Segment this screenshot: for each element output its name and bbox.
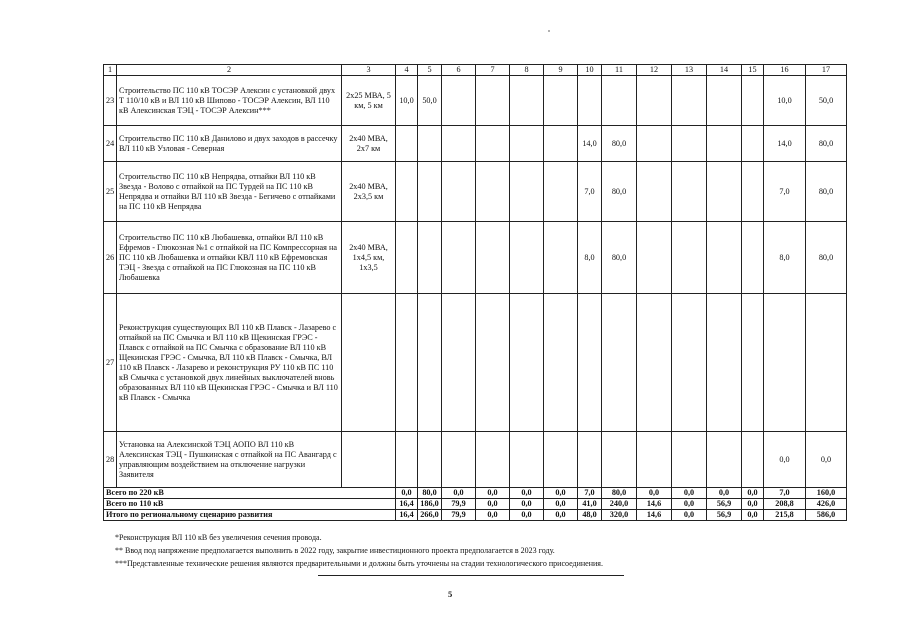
total-value: 240,0 [602,499,637,510]
technical-parameters: 2х40 МВА, 1х4,5 км, 1х3,5 [342,222,396,294]
table-header [104,65,847,76]
value-cell [476,126,510,162]
value-cell [637,294,672,432]
page-number: 5 [448,589,453,599]
total-value: 160,0 [806,488,847,499]
value-cell [544,432,578,488]
value-cell: 14,0 [578,126,602,162]
total-row [104,510,847,521]
total-value: 426,0 [806,499,847,510]
footnote-rule [318,575,624,576]
value-cell [578,432,602,488]
row-number: 23 [104,76,117,126]
value-cell [544,222,578,294]
value-cell [510,126,544,162]
scan-speck [548,30,550,32]
total-label: Всего по 110 кВ [104,499,396,510]
value-cell: 10,0 [764,76,806,126]
value-cell [602,432,637,488]
total-value: 80,0 [418,488,442,499]
total-value: 0,0 [742,499,764,510]
total-value: 79,9 [442,499,476,510]
total-value: 7,0 [764,488,806,499]
total-row [104,488,847,499]
value-cell [742,162,764,222]
value-cell [476,432,510,488]
value-cell [707,294,742,432]
value-cell [476,162,510,222]
total-label: Всего по 220 кВ [104,488,396,499]
total-value: 0,0 [442,488,476,499]
total-value: 41,0 [578,499,602,510]
value-cell [510,432,544,488]
value-cell: 0,0 [764,432,806,488]
table-row [104,294,847,432]
value-cell [396,222,418,294]
value-cell [578,76,602,126]
total-value: 7,0 [578,488,602,499]
row-number: 28 [104,432,117,488]
value-cell [806,294,847,432]
total-value: 0,0 [637,488,672,499]
total-value: 14,6 [637,510,672,521]
total-value: 0,0 [707,488,742,499]
project-name: Установка на Алексинской ТЭЦ АОПО ВЛ 110 кВ Алексинская ТЭЦ - Пушкинская с отпайкой на ПС Авангард с управляющим воздействием на отключение нагрузки Заявителя [117,432,342,488]
total-value: 186,0 [418,499,442,510]
value-cell [510,76,544,126]
value-cell [742,76,764,126]
header-cell: 2 [117,65,342,76]
header-cell: 14 [707,65,742,76]
header-cell: 12 [637,65,672,76]
total-value: 80,0 [602,488,637,499]
total-value: 320,0 [602,510,637,521]
table-row [104,222,847,294]
row-number: 26 [104,222,117,294]
total-value: 79,9 [442,510,476,521]
value-cell [707,162,742,222]
value-cell [672,222,707,294]
value-cell [742,432,764,488]
total-row [104,499,847,510]
table-body [104,76,847,521]
value-cell [510,294,544,432]
value-cell: 80,0 [806,162,847,222]
value-cell [742,294,764,432]
value-cell [707,432,742,488]
technical-parameters: 2х40 МВА, 2х3,5 км [342,162,396,222]
total-value: 0,0 [396,488,418,499]
value-cell [672,126,707,162]
header-cell: 5 [418,65,442,76]
header-cell: 11 [602,65,637,76]
total-value: 0,0 [672,510,707,521]
value-cell [418,126,442,162]
total-value: 0,0 [510,488,544,499]
project-name: Строительство ПС 110 кВ ТОСЭР Алексин с установкой двух Т 110/10 кВ и ВЛ 110 кВ Шипово - ТОСЭР Алексин, ВЛ 110 кВ Алексинская ТЭЦ - ТОСЭР Алексин*** [117,76,342,126]
table-row [104,76,847,126]
value-cell [396,432,418,488]
total-value: 586,0 [806,510,847,521]
investment-table [103,64,847,521]
header-cell: 3 [342,65,396,76]
value-cell [396,126,418,162]
value-cell [544,294,578,432]
value-cell [442,126,476,162]
value-cell [707,222,742,294]
value-cell: 80,0 [602,126,637,162]
value-cell: 80,0 [602,222,637,294]
value-cell [764,294,806,432]
value-cell: 50,0 [806,76,847,126]
project-name: Строительство ПС 110 кВ Данилово и двух заходов в рассечку ВЛ 110 кВ Узловая - Северная [117,126,342,162]
header-cell: 17 [806,65,847,76]
total-value: 0,0 [672,488,707,499]
value-cell: 0,0 [806,432,847,488]
value-cell [672,294,707,432]
value-cell [442,294,476,432]
project-name: Реконструкция существующих ВЛ 110 кВ Плавск - Лазарево с отпайкой на ПС Смычка и ВЛ 110 кВ Щекинская ГРЭС - Плавск с отпайкой на ПС Смычка с образование ВЛ 110 кВ Щекинская ГРЭС - Смычка, ВЛ 110 кВ Плавск - Смычка, ВЛ 110 кВ Плавск - Лазарево и реконструкция РУ 110 кВ ПС 110 кВ Смычка с установкой двух линейных выключателей вновь образованных ВЛ 110 кВ Щекинская ГРЭС - Смычка и ВЛ 110 кВ Плавск - Смычка [117,294,342,432]
total-value: 0,0 [510,499,544,510]
footnotes [115,532,603,570]
total-value: 0,0 [476,510,510,521]
total-value: 56,9 [707,499,742,510]
value-cell: 50,0 [418,76,442,126]
value-cell [707,76,742,126]
row-number: 27 [104,294,117,432]
total-value: 56,9 [707,510,742,521]
value-cell [418,294,442,432]
value-cell [442,222,476,294]
value-cell [742,126,764,162]
footnote-2: ** Ввод под напряжение предполагается выполнить в 2022 году, закрытие инвестиционного проекта предполагается в 2023 году. [115,545,555,555]
technical-parameters: 2х40 МВА, 2х7 км [342,126,396,162]
technical-parameters [342,432,396,488]
value-cell [672,162,707,222]
value-cell: 10,0 [396,76,418,126]
value-cell [637,432,672,488]
total-value: 266,0 [418,510,442,521]
value-cell: 8,0 [578,222,602,294]
header-cell: 9 [544,65,578,76]
value-cell: 14,0 [764,126,806,162]
value-cell [578,294,602,432]
project-name: Строительство ПС 110 кВ Непрядва, отпайки ВЛ 110 кВ Звезда - Волово с отпайкой на ПС Турдей на ПС 110 кВ Непрядва и отпайки ВЛ 110 кВ Звезда - Бегичево с отпайками на ПС 110 кВ Непрядва [117,162,342,222]
row-number: 24 [104,126,117,162]
header-cell: 7 [476,65,510,76]
value-cell [418,222,442,294]
total-value: 14,6 [637,499,672,510]
value-cell [442,76,476,126]
value-cell [637,162,672,222]
table-row [104,126,847,162]
total-value: 0,0 [742,510,764,521]
project-name: Строительство ПС 110 кВ Любашевка, отпайки ВЛ 110 кВ Ефремов - Глюкозная №1 с отпайкой на ПС Компрессорная на ПС 110 кВ Любашевка и отпайки КВЛ 110 кВ Ефремовская ТЭЦ - Звезда с отпайкой на ПС Глюкозная на ПС 110 кВ Любашевка [117,222,342,294]
total-value: 0,0 [476,499,510,510]
total-value: 0,0 [672,499,707,510]
value-cell [637,222,672,294]
total-value: 16,4 [396,510,418,521]
value-cell [544,162,578,222]
total-value: 0,0 [544,488,578,499]
value-cell: 7,0 [578,162,602,222]
total-label: Итого по региональному сценарию развития [104,510,396,521]
value-cell [396,162,418,222]
total-value: 0,0 [544,510,578,521]
total-value: 0,0 [510,510,544,521]
value-cell: 7,0 [764,162,806,222]
value-cell [510,162,544,222]
header-cell: 8 [510,65,544,76]
total-value: 0,0 [476,488,510,499]
total-value: 16,4 [396,499,418,510]
table-row [104,162,847,222]
table-row [104,432,847,488]
value-cell [637,76,672,126]
header-cell: 4 [396,65,418,76]
value-cell [544,76,578,126]
value-cell [707,126,742,162]
header-cell: 16 [764,65,806,76]
value-cell [476,222,510,294]
header-row [104,65,847,76]
total-value: 0,0 [742,488,764,499]
value-cell [418,162,442,222]
row-number: 25 [104,162,117,222]
value-cell [672,76,707,126]
value-cell: 80,0 [602,162,637,222]
footnote-1: *Реконструкция ВЛ 110 кВ без увеличения сечения провода. [115,533,322,542]
header-cell: 6 [442,65,476,76]
value-cell [476,294,510,432]
value-cell [396,294,418,432]
header-cell: 13 [672,65,707,76]
value-cell: 80,0 [806,126,847,162]
total-value: 48,0 [578,510,602,521]
value-cell [544,126,578,162]
value-cell: 80,0 [806,222,847,294]
value-cell [602,76,637,126]
header-cell: 15 [742,65,764,76]
value-cell [476,76,510,126]
value-cell [510,222,544,294]
total-value: 208,8 [764,499,806,510]
value-cell [442,162,476,222]
value-cell: 8,0 [764,222,806,294]
footnote-3: ***Представленные технические решения являются предварительными и должны быть уточнены на стадии технологического присоединения. [115,558,603,568]
value-cell [418,432,442,488]
value-cell [672,432,707,488]
value-cell [637,126,672,162]
value-cell [602,294,637,432]
technical-parameters: 2х25 МВА, 5 км, 5 км [342,76,396,126]
value-cell [742,222,764,294]
value-cell [442,432,476,488]
header-cell: 1 [104,65,117,76]
total-value: 215,8 [764,510,806,521]
technical-parameters [342,294,396,432]
total-value: 0,0 [544,499,578,510]
header-cell: 10 [578,65,602,76]
